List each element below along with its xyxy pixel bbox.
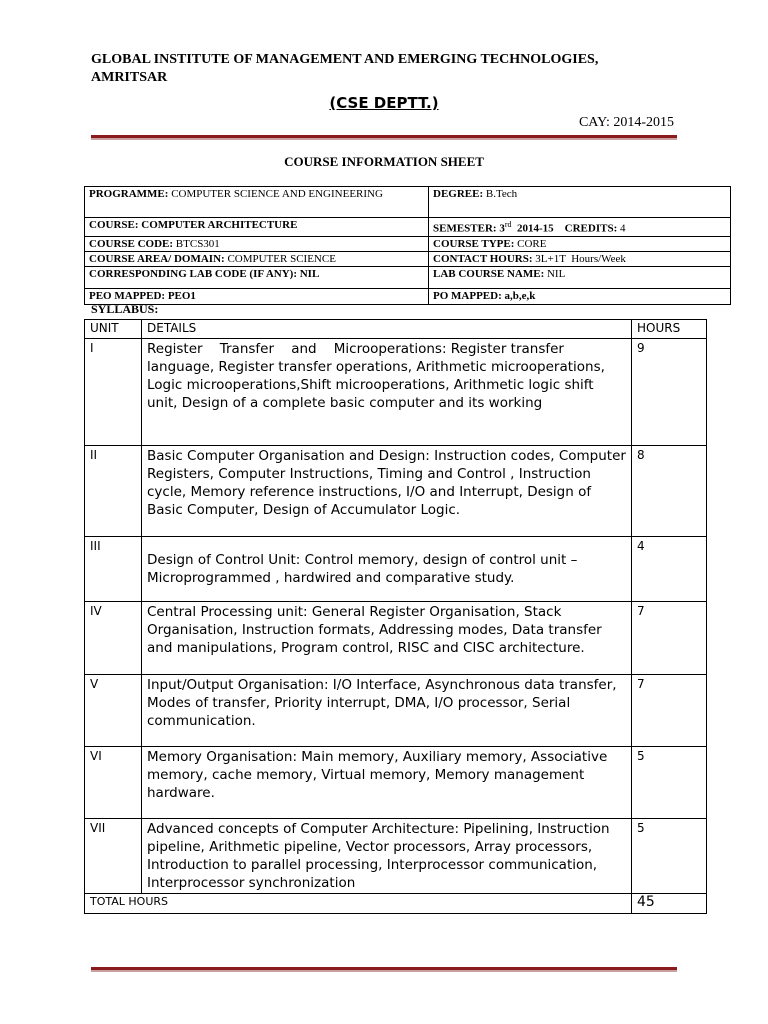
course-area-cell	[85, 251, 429, 266]
course-code-cell	[85, 236, 429, 251]
course-cell	[85, 218, 429, 237]
course-code-label: COURSE CODE:	[89, 237, 174, 250]
top-divider	[91, 135, 677, 138]
semester-sup: rd	[504, 220, 512, 229]
hours-cell: 5	[632, 747, 707, 819]
contact-hours-value: 3L+1T Hours/Week	[532, 252, 626, 265]
institute-name-line1: GLOBAL INSTITUTE OF MANAGEMENT AND EMERGING TECHNOLOGIES,	[91, 52, 599, 67]
hours-cell: 9	[632, 339, 707, 446]
programme-label: PROGRAMME:	[89, 188, 169, 200]
hours-cell: 5	[632, 819, 707, 894]
unit-cell: IV	[85, 602, 142, 675]
details-cell	[142, 537, 632, 602]
semester-label: SEMESTER: 3	[433, 222, 505, 235]
hours-header: HOURS	[632, 320, 707, 339]
unit-cell: VII	[85, 819, 142, 894]
course-type-label: COURSE TYPE:	[433, 237, 515, 250]
semester-year: 2014-15	[511, 222, 554, 235]
lab-name-label: LAB COURSE NAME:	[433, 267, 545, 280]
unit-cell: I	[85, 339, 142, 446]
degree-cell	[429, 187, 731, 218]
programme-cell	[85, 187, 429, 218]
hours-cell: 7	[632, 602, 707, 675]
syllabus-header-row	[85, 320, 707, 339]
details-cell: Memory Organisation: Main memory, Auxiliary memory, Associative memory, cache memory, Virtual memory, Memory management hardware.	[142, 747, 632, 819]
details-text: Design of Control Unit: Control memory, design of control unit – Microprogrammed , hardwired and comparative study.	[147, 552, 578, 586]
table-row	[85, 602, 707, 675]
unit-header: UNIT	[85, 320, 142, 339]
course-area-value: COMPUTER SCIENCE	[224, 252, 336, 265]
details-cell: Input/Output Organisation: I/O Interface, Asynchronous data transfer, Modes of transfer, Priority interrupt, DMA, I/O processor, Serial communication.	[142, 675, 632, 747]
total-hours: 45	[632, 894, 707, 914]
total-label: TOTAL HOURS	[85, 894, 632, 914]
hours-cell: 4	[632, 537, 707, 602]
semester-cell	[429, 218, 731, 237]
credits-value: 4	[617, 222, 626, 235]
cay-label: CAY: 2014-2015	[578, 115, 674, 130]
unit-cell: V	[85, 675, 142, 747]
table-row	[85, 819, 707, 894]
course-type-value: CORE	[514, 237, 547, 250]
unit-cell: VI	[85, 747, 142, 819]
details-cell: Basic Computer Organisation and Design: Instruction codes, Computer Registers, Computer Instructions, Timing and Control , Instruction cycle, Memory reference instructions, I/O and Interrupt, Design of Basic Computer, Design of Accumulator Logic.	[142, 446, 632, 537]
institute-name-line2: AMRITSAR	[91, 70, 168, 85]
table-row	[85, 747, 707, 819]
details-cell: Central Processing unit: General Register Organisation, Stack Organisation, Instruction formats, Addressing modes, Data transfer and manipulations, Program control, RISC and CISC architecture.	[142, 602, 632, 675]
details-cell: Advanced concepts of Computer Architecture: Pipelining, Instruction pipeline, Arithmetic pipeline, Vector processors, Array processors, Introduction to parallel processing, Interprocessor communication, Interprocessor synchronization	[142, 819, 632, 894]
course-code-value: BTCS301	[173, 237, 220, 250]
details-cell: Register Transfer and Microoperations: Register transfer language, Register transfer operations, Arithmetic microoperations, Logic microoperations,Shift microoperations, Arithmetic logic shift unit, Design of a complete basic computer and its working	[142, 339, 632, 446]
bottom-divider	[91, 967, 677, 970]
hours-cell: 8	[632, 446, 707, 537]
po-cell	[429, 288, 731, 304]
degree-value: B.Tech	[483, 188, 518, 200]
unit-cell: II	[85, 446, 142, 537]
unit-cell: III	[85, 537, 142, 602]
total-row	[85, 894, 707, 914]
peo-text: PEO MAPPED: PEO1	[89, 289, 196, 302]
table-row	[85, 446, 707, 537]
details-header: DETAILS	[142, 320, 632, 339]
contact-hours-cell	[429, 251, 731, 266]
table-row	[85, 675, 707, 747]
programme-value: COMPUTER SCIENCE AND ENGINEERING	[168, 188, 383, 200]
syllabus-table	[84, 319, 707, 914]
department-title: (CSE DEPTT.)	[329, 94, 439, 112]
course-area-label: COURSE AREA/ DOMAIN:	[89, 252, 225, 265]
table-row	[85, 537, 707, 602]
contact-hours-label: CONTACT HOURS:	[433, 252, 533, 265]
po-text: PO MAPPED: a,b,e,k	[433, 289, 536, 302]
table-row	[85, 339, 707, 446]
course-type-cell	[429, 236, 731, 251]
lab-code-cell	[85, 266, 429, 288]
credits-label: CREDITS:	[564, 222, 618, 235]
lab-name-cell	[429, 266, 731, 288]
syllabus-label: SYLLABUS:	[91, 302, 159, 316]
degree-label: DEGREE:	[433, 188, 484, 200]
course-info-table	[84, 186, 731, 305]
sheet-title: COURSE INFORMATION SHEET	[284, 154, 484, 169]
lab-name-value: NIL	[544, 267, 566, 280]
lab-code-text: CORRESPONDING LAB CODE (IF ANY): NIL	[89, 267, 320, 280]
institute-name	[91, 51, 651, 87]
hours-cell: 7	[632, 675, 707, 747]
course-text: COURSE: COMPUTER ARCHITECTURE	[89, 219, 298, 231]
